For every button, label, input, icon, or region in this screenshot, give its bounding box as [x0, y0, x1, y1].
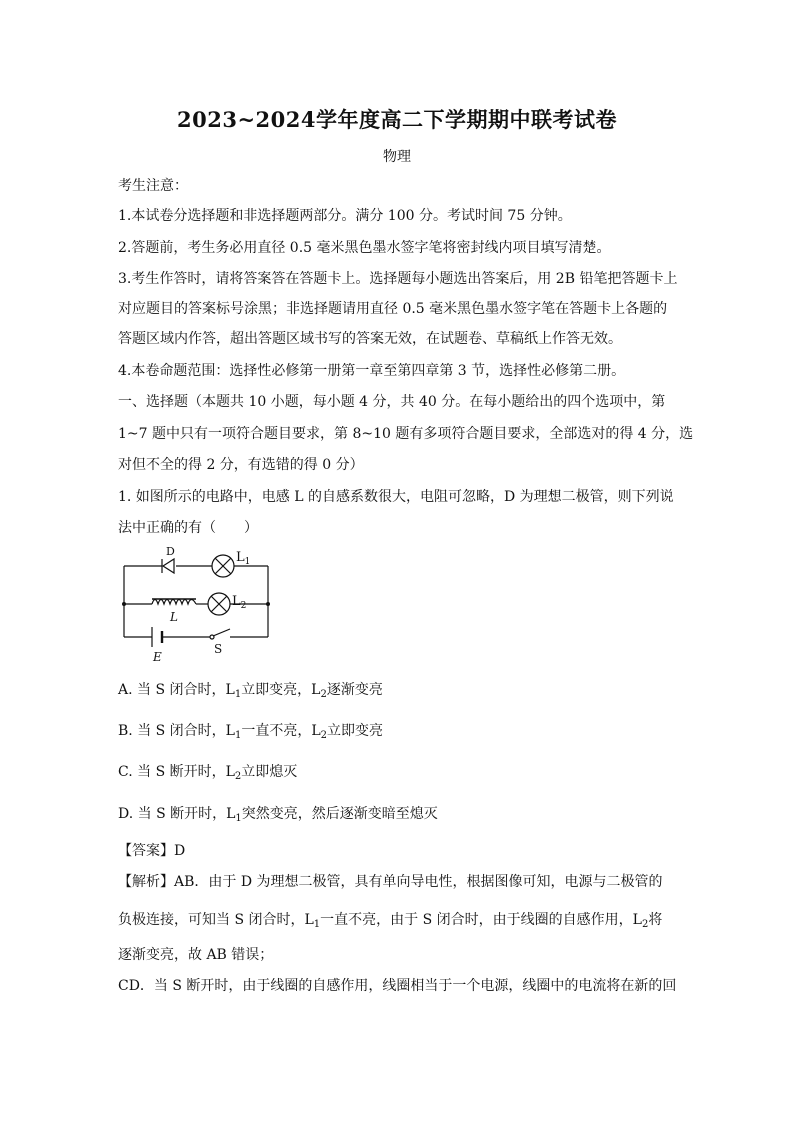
- analysis-line-4: CD．当 S 断开时，由于线圈的自感作用，线圈相当于一个电源，线圈中的电流将在新的回: [118, 978, 677, 994]
- lamp-2-label: $L_2$: [232, 594, 247, 611]
- junction-right: [266, 602, 270, 606]
- switch-label: S: [214, 642, 223, 656]
- notice-line-1: 1.本试卷分选择题和非选择题两部分。满分 100 分。考试时间 75 分钟。: [118, 208, 572, 224]
- diode-symbol: [162, 559, 174, 573]
- analysis-line-1: 【解析】AB．由于 D 为理想二极管，具有单向导电性，根据图像可知，电源与二极管的: [118, 874, 663, 890]
- notice-heading: 考生注意：: [118, 178, 188, 194]
- option-b: B. 当 S 闭合时，$L_1$一直不亮，$L_2$立即变亮: [118, 723, 384, 741]
- switch-symbol: [210, 629, 230, 639]
- inductor-symbol: [152, 599, 196, 604]
- analysis-line-3: 逐渐变亮，故 AB 错误；: [118, 947, 274, 963]
- notice-line-4: 4.本卷命题范围：选择性必修第一册第一章至第四章第 3 节，选择性必修第二册。: [118, 363, 626, 379]
- notice-line-2: 2.答题前，考生务必用直径 0.5 毫米黑色墨水签字笔将密封线内项目填写清楚。: [118, 240, 611, 256]
- inductor-label: L: [170, 610, 178, 624]
- lamp-1-symbol: [212, 555, 234, 577]
- section-1-line-3: 对但不全的得 2 分，有选错的得 0 分）: [118, 457, 364, 473]
- option-c: C. 当 S 断开时，$L_2$立即熄灭: [118, 764, 298, 782]
- diode-label: D: [166, 545, 175, 558]
- exam-title: 2023~2024学年度高二下学期期中联考试卷: [177, 107, 617, 132]
- notice-line-3c: 答题区域内作答，超出答题区域书写的答案无效，在试题卷、草稿纸上作答无效。: [118, 331, 622, 347]
- subject-label: 物理: [383, 149, 411, 165]
- lamp-1-label: $L_1$: [236, 550, 251, 567]
- option-a: A. 当 S 闭合时，$L_1$立即变亮，$L_2$逐渐变亮: [118, 682, 383, 700]
- lamp-2-symbol: [208, 593, 230, 615]
- analysis-line-2: 负极连接，可知当 S 闭合时，$L_1$一直不亮，由于 S 闭合时，由于线圈的自感作用，$L_2$将: [118, 912, 663, 930]
- battery-symbol: [152, 627, 162, 647]
- question-1-stem-line-1: 1. 如图所示的电路中，电感 L 的自感系数很大，电阻可忽略，D 为理想二极管，则下列说: [118, 489, 674, 505]
- option-d: D. 当 S 断开时，$L_1$突然变亮，然后逐渐变暗至熄灭: [118, 806, 438, 824]
- answer-line: 【答案】D: [118, 843, 186, 859]
- circuit-diagram: [118, 543, 278, 668]
- section-1-line-1: 一、选择题（本题共 10 小题，每小题 4 分，共 40 分。在每小题给出的四个选项中，第: [118, 394, 666, 410]
- junction-left: [122, 602, 126, 606]
- battery-label: E: [153, 650, 162, 664]
- question-1-stem-line-2: 法中正确的有（ ）: [118, 520, 258, 536]
- section-1-line-2: 1~7 题中只有一项符合题目要求，第 8~10 题有多项符合题目要求，全部选对的得 4 分，选: [118, 426, 694, 442]
- notice-line-3a: 3.考生作答时，请将答案答在答题卡上。选择题每小题选出答案后，用 2B 铅笔把答题卡上: [118, 271, 678, 287]
- notice-line-3b: 对应题目的答案标号涂黑；非选择题请用直径 0.5 毫米黑色墨水签字笔在答题卡上各题的: [118, 301, 668, 317]
